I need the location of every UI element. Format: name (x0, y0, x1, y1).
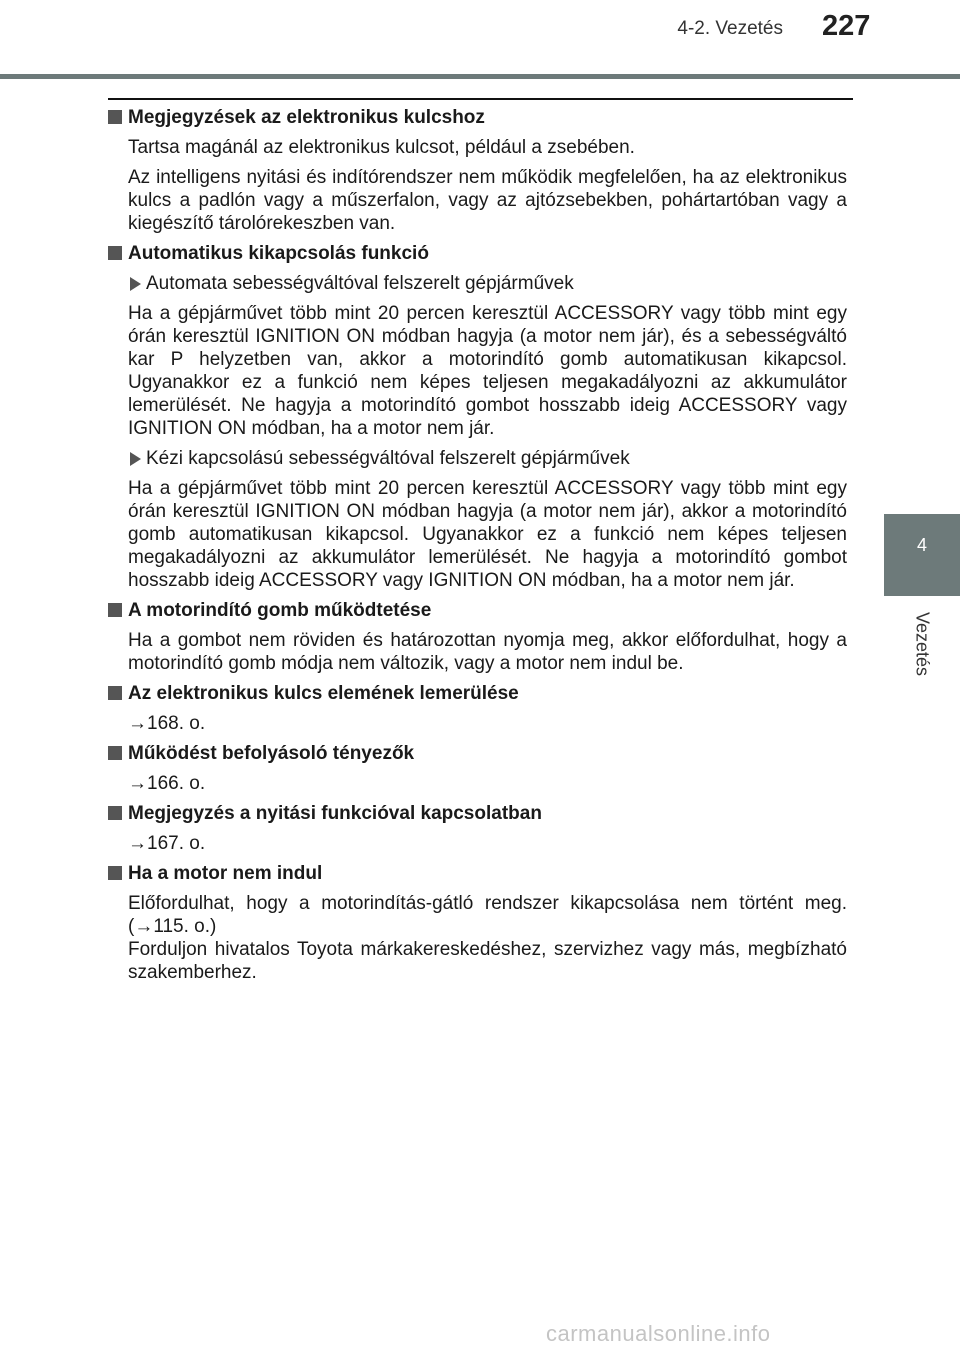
subheading (128, 447, 847, 470)
arrow-right-icon: → (134, 916, 154, 937)
arrow-right-icon: → (128, 773, 147, 794)
chapter-tab[interactable] (884, 514, 960, 596)
section-title (107, 242, 847, 265)
paragraph: Ha a gombot nem röviden és határozottan nyomja meg, akkor előfordulhat, hogy a motorindító gomb módja nem változik, vagy a motor nem indul be. (128, 630, 847, 674)
section-title (107, 106, 847, 129)
paragraph-text: Előfordulhat, hogy a motorindítás-gátló rendszer kikapcsolása nem történt meg. ( (128, 893, 847, 937)
square-bullet-icon (108, 246, 122, 260)
square-bullet-icon (108, 686, 122, 700)
square-bullet-icon (108, 746, 122, 760)
section-title (107, 742, 847, 765)
square-bullet-icon (108, 806, 122, 820)
section-title (107, 862, 847, 885)
triangle-bullet-icon (130, 277, 141, 291)
paragraph: Tartsa magánál az elektronikus kulcsot, például a zsebében. (128, 137, 635, 158)
section-title-text: Ha a motor nem indul (128, 863, 323, 884)
section-title (107, 599, 847, 622)
paragraph: Az intelligens nyitási és indítórendszer nem működik megfelelően, ha az elektronikus kulcs a padlón vagy a műszerfalon, vagy az ajtózsebekben, pohártartóban vagy a kiegészítő tárolórekeszben van. (128, 167, 847, 234)
paragraph: Ha a gépjárművet több mint 20 percen keresztül ACCESSORY vagy több mint egy órán keresztül IGNITION ON módban hagyja (a motor nem jár), és a sebességváltó kar P helyzetben van, akkor a motorindító gomb automatikusan kikapcsol. Ugyanakkor ez a funkció nem képes teljesen megakadályozni az akkumulátor lemerülését. Ne hagyja a motorindító gombot hosszabb ideig ACCESSORY vagy IGNITION ON módban, ha a motor nem jár. (128, 303, 847, 439)
content-rule (108, 98, 853, 100)
page-reference-text: 166. o. (147, 773, 206, 794)
section-title (107, 802, 847, 825)
page-reference-text: 168. o. (147, 713, 206, 734)
section-title-text: A motorindító gomb működtetése (128, 600, 432, 621)
section-title-text: Az elektronikus kulcs elemének lemerülése (128, 683, 519, 704)
paragraph (128, 892, 847, 938)
section-title (107, 682, 847, 705)
square-bullet-icon (108, 603, 122, 617)
page-content (107, 106, 847, 991)
square-bullet-icon (108, 110, 122, 124)
arrow-right-icon: → (128, 713, 147, 734)
subheading-text: Kézi kapcsolású sebességváltóval felszerelt gépjárművek (146, 448, 630, 469)
triangle-bullet-icon (130, 452, 141, 466)
section-title-text: Megjegyzés a nyitási funkcióval kapcsolatban (128, 803, 542, 824)
chapter-number: 4 (916, 535, 927, 555)
chapter-label: Vezetés (912, 611, 933, 677)
watermark: carmanualsonline.info (546, 1321, 771, 1346)
header-rule (0, 74, 960, 79)
section-title-text: Megjegyzések az elektronikus kulcshoz (128, 107, 485, 128)
page-reference[interactable] (128, 772, 847, 795)
arrow-right-icon: → (128, 833, 147, 854)
subheading-text: Automata sebességváltóval felszerelt gépjárművek (146, 273, 574, 294)
page-reference-text[interactable]: 115. o.) (153, 916, 217, 937)
section-title-text: Automatikus kikapcsolás funkció (128, 243, 429, 264)
page-number: 227 (822, 10, 871, 42)
paragraph: Forduljon hivatalos Toyota márkakereskedéshez, szervizhez vagy más, megbízható szakemberhez. (128, 939, 847, 983)
paragraph: Ha a gépjárművet több mint 20 percen keresztül ACCESSORY vagy több mint egy órán keresztül IGNITION ON módban hagyja (a motor nem jár), akkor a motorindító gomb automatikusan kikapcsol. Ugyanakkor ez a funkció nem képes teljesen megakadályozni az akkumulátor lemerülését. Ne hagyja a motorindító gombot hosszabb ideig ACCESSORY vagy IGNITION ON módban, ha a motor nem jár. (128, 478, 847, 591)
page-reference[interactable] (128, 712, 847, 735)
square-bullet-icon (108, 866, 122, 880)
section-title-text: Működést befolyásoló tényezők (128, 743, 415, 764)
section-header: 4-2. Vezetés (677, 18, 783, 39)
page-reference[interactable] (128, 832, 847, 855)
page-reference-text: 167. o. (147, 833, 206, 854)
subheading (128, 272, 847, 295)
